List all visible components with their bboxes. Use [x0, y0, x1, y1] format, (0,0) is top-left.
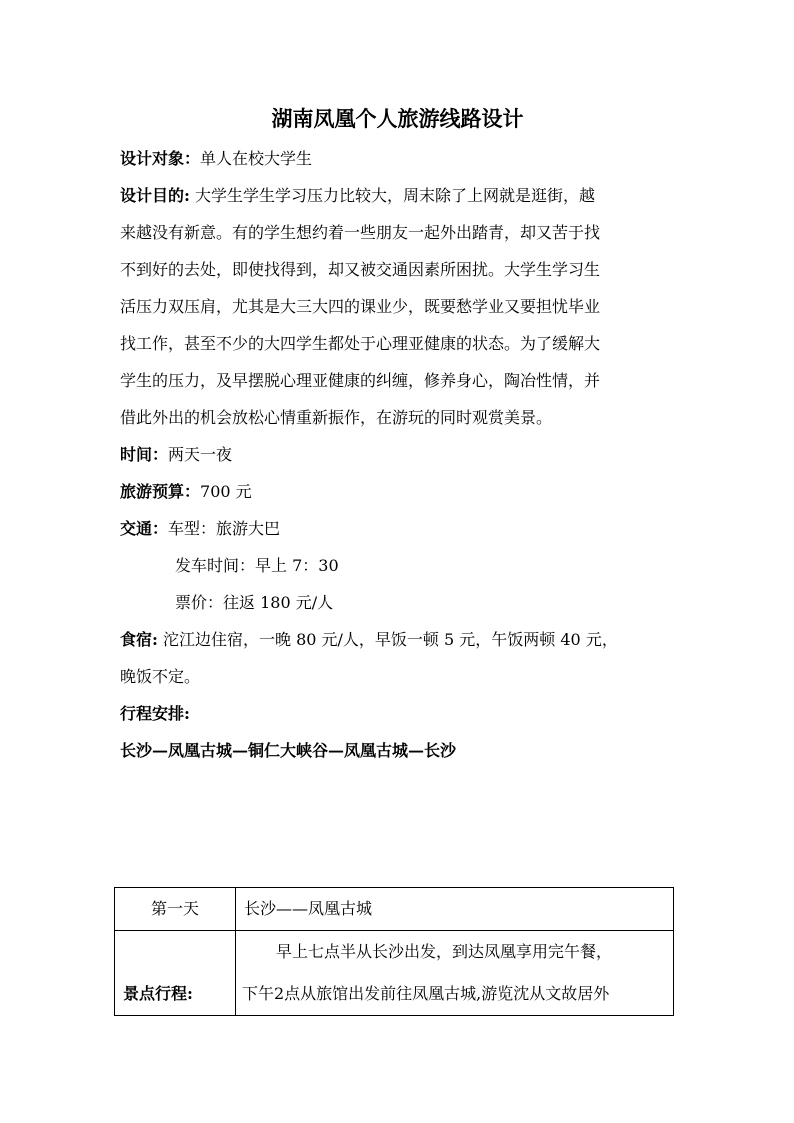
- purpose-line-1: [120, 177, 675, 214]
- transport-line: [120, 510, 675, 547]
- spots-desc-cell: [236, 931, 674, 1016]
- purpose-text-1: 大学生学生学习压力比较大，周末除了上网就是逛街，越: [189, 186, 596, 205]
- purpose-line-5: 找工作，甚至不少的大四学生都处于心理亚健康的状态。为了缓解大: [120, 334, 601, 353]
- table-row: [115, 931, 674, 1016]
- target-label: 设计对象：: [120, 149, 201, 168]
- purpose-line-7: 借此外出的机会放松心情重新振作，在游玩的同时观赏美景。: [120, 408, 553, 427]
- route-line: 长沙—凤凰古城—铜仁大峡谷—凤凰古城—长沙: [120, 741, 457, 760]
- day-route-cell: 长沙——凤凰古城: [236, 888, 674, 931]
- time-label: 时间：: [120, 445, 169, 464]
- time-value: 两天一夜: [168, 445, 233, 464]
- time-line: [120, 436, 675, 473]
- budget-line: [120, 473, 675, 510]
- departure-line: 发车时间：早上 7：30: [175, 556, 339, 575]
- lodging-line-1: [120, 621, 675, 658]
- lodging-text-1: 沱江边住宿，一晚 80 元/人，早饭一顿 5 元，午饭两顿 40 元，: [157, 630, 618, 649]
- purpose-line-3: 不到好的去处，即使找得到，却又被交通因素所困扰。大学生学习生: [120, 260, 601, 279]
- table-row: [115, 888, 674, 931]
- spots-line-1: 早上七点半从长沙出发，到达凤凰享用完午餐，: [276, 942, 613, 961]
- schedule-label: 行程安排:: [120, 704, 190, 723]
- itinerary-table: [114, 887, 674, 1016]
- document-title: 湖南凤凰个人旅游线路设计: [271, 106, 524, 131]
- transport-label: 交通：: [120, 519, 169, 538]
- budget-value: 700 元: [200, 482, 252, 501]
- lodging-line-2: 晚饭不定。: [120, 667, 201, 686]
- purpose-label: 设计目的:: [120, 186, 190, 205]
- spots-line-2: 下午2点从旅馆出发前往凤凰古城,游览沈从文故居外: [242, 984, 610, 1003]
- car-type: 车型：旅游大巴: [168, 519, 281, 538]
- document-body: [120, 140, 675, 769]
- purpose-line-4: 活压力双压肩，尤其是大三大四的课业少，既要愁学业又要担忧毕业: [120, 297, 601, 316]
- day-cell: 第一天: [115, 888, 236, 931]
- budget-label: 旅游预算：: [120, 482, 201, 501]
- purpose-line-6: 学生的压力，及早摆脱心理亚健康的纠缠，修养身心，陶冶性情，并: [120, 371, 601, 390]
- fare-line: 票价：往返 180 元/人: [175, 593, 334, 612]
- target-line: [120, 140, 675, 177]
- spots-label-cell: 景点行程:: [115, 931, 236, 1016]
- purpose-line-2: 来越没有新意。有的学生想约着一些朋友一起外出踏青，却又苦于找: [120, 223, 601, 242]
- target-value: 单人在校大学生: [200, 149, 313, 168]
- lodging-label: 食宿:: [120, 630, 158, 649]
